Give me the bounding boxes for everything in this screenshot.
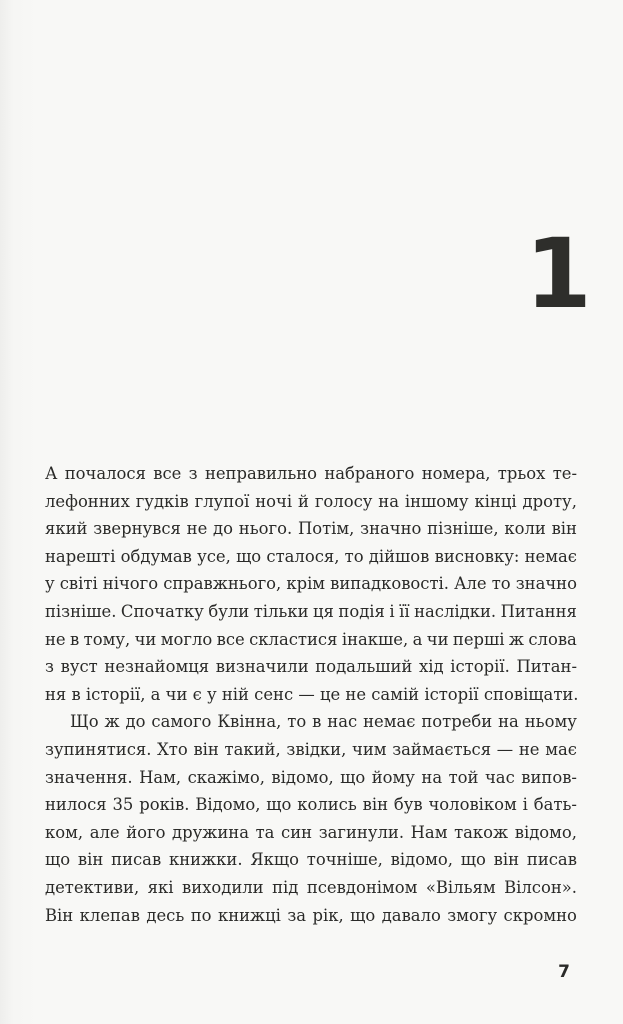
text-line: ня в історії, а чи є у ній сенс — це не самій історії сповіщати. (45, 684, 579, 704)
word: клепав (79, 905, 140, 925)
word: глупої (194, 491, 250, 511)
word: і (522, 795, 528, 815)
text-line (45, 902, 577, 930)
word: все (216, 629, 245, 649)
word: з (188, 464, 198, 483)
word: ця (313, 601, 334, 621)
word: ньому (524, 712, 577, 732)
text-line (45, 874, 577, 902)
word: й (298, 491, 309, 511)
word: Якщо (250, 850, 299, 870)
word: відомо, (271, 767, 334, 787)
word: ком, (45, 822, 84, 842)
word: потреби (421, 712, 493, 732)
word: десь (146, 905, 185, 925)
word: що (460, 850, 486, 870)
word: немає (524, 546, 577, 566)
text-line (45, 791, 577, 819)
word: значно (360, 519, 422, 539)
word: почалося (64, 464, 146, 483)
word: що (45, 850, 71, 870)
word: змогу (447, 905, 498, 925)
word: голосу (314, 491, 373, 511)
word: крім (286, 574, 326, 594)
word: він (77, 850, 104, 870)
word: нічого (102, 574, 159, 594)
word: Нам (410, 822, 448, 842)
word: звідки, (286, 739, 347, 759)
word: чим (352, 739, 387, 759)
word: син (281, 822, 313, 842)
word: були (208, 601, 250, 621)
word: то (491, 574, 511, 594)
word: його (126, 822, 166, 842)
word: чи (134, 629, 157, 649)
word: дружина (172, 822, 249, 842)
word: визначили (215, 657, 309, 677)
word: книжці (217, 905, 281, 925)
word: наслідки. (414, 601, 497, 621)
word: такий, (224, 739, 281, 759)
word: значення. (45, 767, 133, 787)
word: Він (45, 905, 74, 925)
word: відомо, (390, 850, 453, 870)
word: не (45, 629, 66, 649)
word: нилося (45, 795, 107, 815)
word: на (421, 767, 443, 787)
word: нас (327, 712, 358, 732)
word: ночі (255, 491, 293, 511)
word: писав (526, 850, 577, 870)
word: пізніше, (427, 519, 499, 539)
word: Питання (500, 601, 577, 621)
word: значно (515, 574, 577, 594)
word: за (287, 905, 307, 925)
word: перші (452, 629, 505, 649)
word: Спочатку (120, 601, 204, 621)
word: немає (363, 712, 416, 732)
word: дійшов (368, 546, 430, 566)
word: Вілсон». (504, 877, 577, 897)
word: те- (552, 464, 577, 483)
word: зупинятися. (45, 739, 152, 759)
word: він (493, 850, 520, 870)
word: на (498, 712, 519, 732)
word: іншому (404, 491, 469, 511)
word: самого (151, 712, 212, 732)
word: історії. (450, 657, 510, 677)
word: гудків (135, 491, 189, 511)
word: тільки (253, 601, 309, 621)
word: не (186, 519, 208, 539)
text-line (45, 543, 577, 571)
word: з (45, 657, 54, 677)
word: подія (338, 601, 385, 621)
word: до (125, 712, 146, 732)
word: час (484, 767, 515, 787)
word: Питан- (516, 657, 577, 677)
word: колись (297, 795, 357, 815)
word: рік, (312, 905, 344, 925)
word: на (378, 491, 399, 511)
word: відомо, (514, 822, 577, 842)
word: псевдонімом (306, 877, 418, 897)
word: хід (419, 657, 444, 677)
word: детективи, (45, 877, 140, 897)
word: ж (104, 712, 120, 732)
word: «Вільям (425, 877, 496, 897)
word: виходили (181, 877, 264, 897)
text-line (45, 626, 577, 654)
text-line (45, 846, 577, 874)
word: книжки. (168, 850, 243, 870)
word: йому (371, 767, 415, 787)
word: в (70, 629, 80, 649)
text-line (45, 570, 577, 598)
word: справжнього, (163, 574, 282, 594)
word: незнайомця (104, 657, 210, 677)
word: а (412, 629, 423, 649)
word: загинули. (318, 822, 405, 842)
word: нього. (238, 519, 293, 539)
word: скластися (249, 629, 338, 649)
word: і (389, 601, 395, 621)
word: він (362, 795, 389, 815)
word: має (545, 739, 577, 759)
word: А (45, 464, 58, 483)
text-line (45, 708, 577, 736)
text-line (45, 460, 577, 488)
word: Відомо, (195, 795, 261, 815)
word: випов- (521, 767, 577, 787)
word: під (272, 877, 299, 897)
text-line (45, 736, 577, 764)
word: набраного (324, 464, 415, 483)
word: пізніше. (45, 601, 117, 621)
word: які (147, 877, 174, 897)
word: кінці (474, 491, 517, 511)
word: що (266, 795, 292, 815)
word: коли (504, 519, 546, 539)
word: по (190, 905, 212, 925)
word: Що (70, 712, 99, 732)
word: дроту, (522, 491, 577, 511)
word: ж (508, 629, 524, 649)
word: світі (59, 574, 98, 594)
word: у (45, 574, 55, 594)
word: до (213, 519, 234, 539)
word: Квінна, (217, 712, 282, 732)
body-text (45, 460, 577, 929)
word: Хто (157, 739, 188, 759)
word: то (287, 712, 307, 732)
text-line (45, 515, 577, 543)
word: все (153, 464, 182, 483)
page-number: 7 (558, 962, 570, 982)
word: що (350, 905, 376, 925)
word: її (399, 601, 410, 621)
word: обдумав (120, 546, 192, 566)
word: він (551, 519, 577, 539)
word: нарешті (45, 546, 116, 566)
word: трьох (497, 464, 546, 483)
word: Потім, (297, 519, 355, 539)
word: був (393, 795, 423, 815)
word: слова (528, 629, 577, 649)
word: бать- (533, 795, 577, 815)
word: він (193, 739, 219, 759)
word: та (255, 822, 275, 842)
word: лефонних (45, 491, 130, 511)
word: неправильно (204, 464, 318, 483)
word: 35 (112, 795, 134, 815)
word: звернувся (93, 519, 181, 539)
word: номера, (421, 464, 491, 483)
word: могло (160, 629, 213, 649)
word: вуст (60, 657, 98, 677)
word: висновку: (434, 546, 520, 566)
word: але (89, 822, 120, 842)
word: точніше, (306, 850, 383, 870)
word: писав (111, 850, 162, 870)
word: той (448, 767, 479, 787)
word: скажімо, (187, 767, 265, 787)
word: усе, (197, 546, 231, 566)
text-line (45, 819, 577, 847)
word: — (496, 739, 514, 759)
text-line (45, 764, 577, 792)
word: сталося, (266, 546, 340, 566)
word: що (236, 546, 262, 566)
word: років. (139, 795, 190, 815)
word: інакше, (341, 629, 409, 649)
word: Але (454, 574, 487, 594)
word: не (518, 739, 540, 759)
word: давало (381, 905, 441, 925)
word: чи (426, 629, 449, 649)
word: також (454, 822, 509, 842)
word: який (45, 519, 88, 539)
chapter-number: 1 (525, 218, 590, 330)
word: Нам, (139, 767, 182, 787)
word: в (312, 712, 322, 732)
word: випадковості. (330, 574, 449, 594)
word: подальший (315, 657, 413, 677)
text-line (45, 488, 577, 516)
text-line (45, 598, 577, 626)
word: то (344, 546, 364, 566)
word: чоловіком (428, 795, 517, 815)
word: що (340, 767, 366, 787)
word: тому, (83, 629, 131, 649)
text-line (45, 653, 577, 681)
word: займається (392, 739, 492, 759)
word: скромно (503, 905, 577, 925)
